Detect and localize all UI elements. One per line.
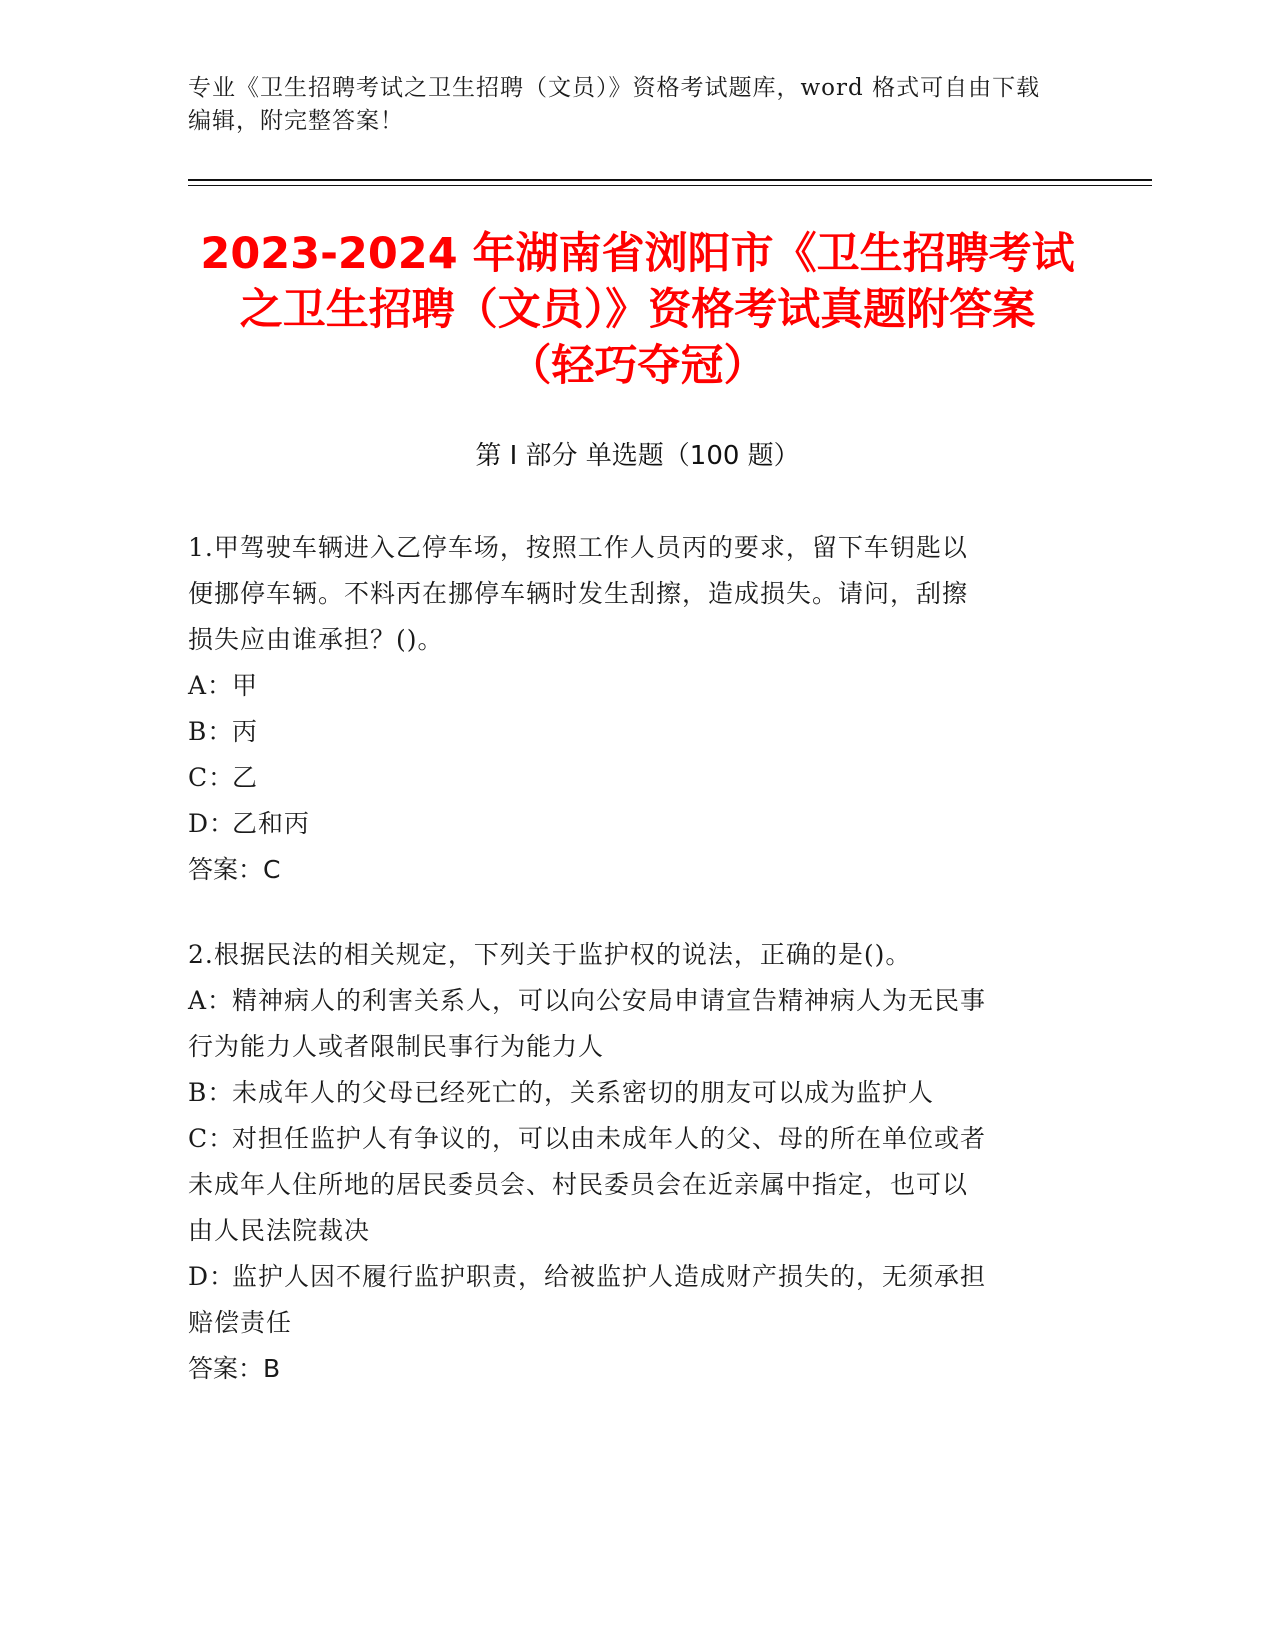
option-label: C： [188,1124,235,1153]
question-1-stem-line: 便挪停车辆。不料丙在挪停车辆时发生刮擦，造成损失。请问，刮擦 [188,579,969,608]
document-title-line-2: 之卫生招聘（文员）》资格考试真题附答案 [239,285,1036,335]
option-text: 乙 [232,763,259,792]
question-1-stem-line: 损失应由谁承担？()。 [188,625,444,654]
header-divider-thick [188,179,1152,181]
option-label: B： [188,717,234,746]
question-2 [188,932,1068,1392]
option-text: 丙 [232,717,259,746]
question-2-option-c [188,1116,1068,1162]
question-2-stem-line: 2.根据民法的相关规定，下列关于监护权的说法，正确的是()。 [188,940,912,969]
option-label: D： [188,1262,236,1291]
option-label: C： [188,763,235,792]
question-1-option-b [188,709,1068,755]
header-note-line-2: 编辑，附完整答案！ [188,108,404,134]
option-label: B： [188,1078,234,1107]
header-note-line-1: 专业《卫生招聘考试之卫生招聘（文员）》资格考试题库，word 格式可自由下载 [188,75,1041,101]
option-label: D： [188,809,236,838]
option-text: 对担任监护人有争议的，可以由未成年人的父、母的所在单位或者 [232,1124,987,1153]
header-note [188,72,1068,138]
option-text: 乙和丙 [232,809,311,838]
question-2-answer: 答案：B [188,1354,281,1383]
option-text: 精神病人的利害关系人，可以向公安局申请宣告精神病人为无民事 [232,986,987,1015]
option-text: 监护人因不履行监护职责，给被监护人造成财产损失的，无须承担 [232,1262,987,1291]
question-1-option-d [188,801,1068,847]
option-continuation-line: 行为能力人或者限制民事行为能力人 [188,1032,605,1061]
option-text: 未成年人的父母已经死亡的，关系密切的朋友可以成为监护人 [232,1078,935,1107]
question-1-answer: 答案：C [188,855,281,884]
option-continuation-line: 由人民法院裁决 [188,1216,371,1245]
document-title-line-1: 2023-2024 年湖南省浏阳市《卫生招聘考试 [200,229,1075,279]
option-continuation-line: 赔偿责任 [188,1308,293,1337]
question-2-option-d [188,1254,1068,1300]
section-title: 第 I 部分 单选题（100 题） [475,441,800,471]
document-title-line-3: （轻巧夺冠） [508,341,767,391]
question-1 [188,525,1068,893]
question-1-option-c [188,755,1068,801]
question-2-option-b [188,1070,1068,1116]
option-label: A： [188,671,234,700]
option-label: A： [188,986,234,1015]
document-title [150,226,1125,394]
header-divider-thin [188,185,1152,186]
question-1-option-a [188,663,1068,709]
question-1-stem-line: 1.甲驾驶车辆进入乙停车场，按照工作人员丙的要求，留下车钥匙以 [188,533,968,562]
question-2-option-a [188,978,1068,1024]
option-text: 甲 [232,671,259,700]
option-continuation-line: 未成年人住所地的居民委员会、村民委员会在近亲属中指定，也可以 [188,1170,969,1199]
